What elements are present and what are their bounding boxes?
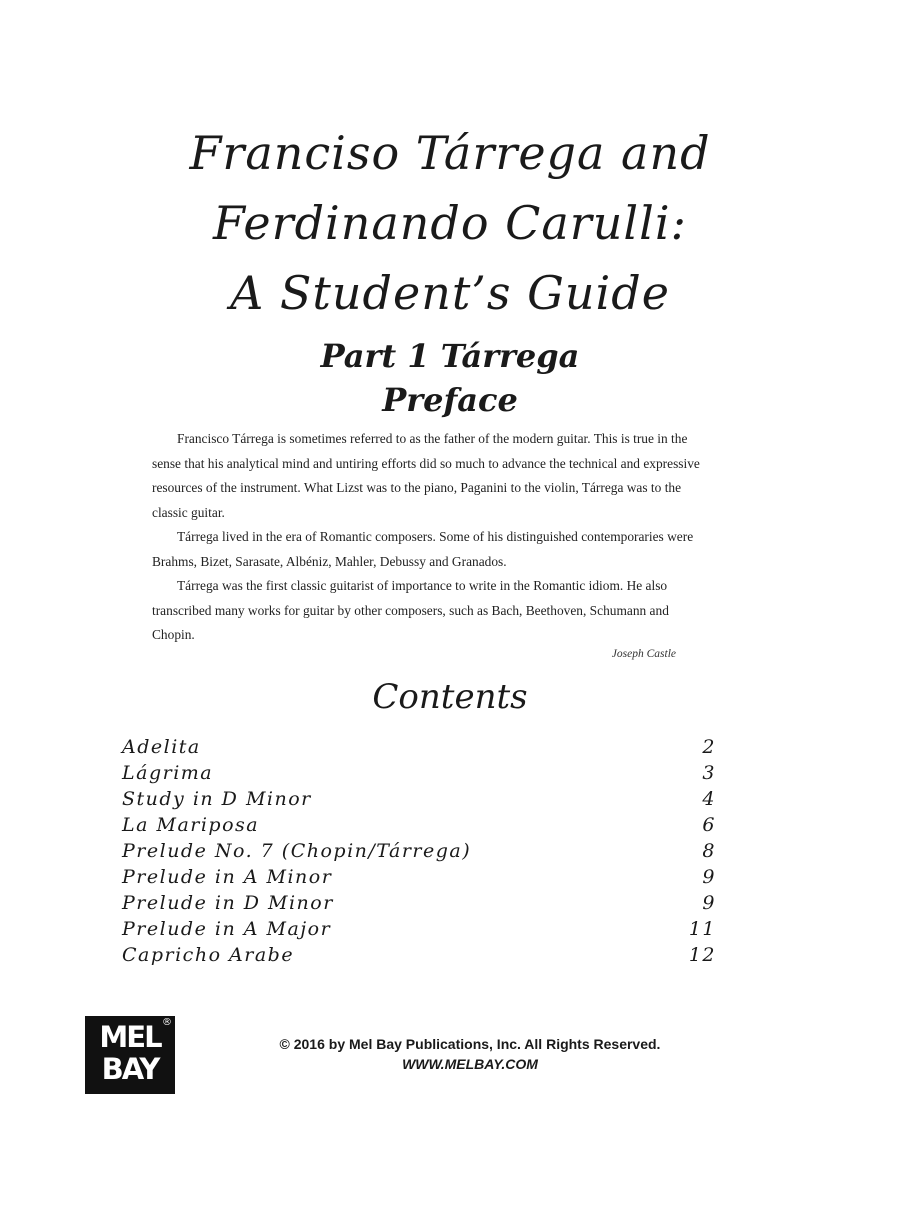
toc-entry-page: 8 — [702, 840, 716, 862]
toc-entry — [122, 864, 716, 890]
toc-entry — [122, 890, 716, 916]
toc-entry-title: Prelude in A Minor — [122, 866, 333, 888]
preface-signature: Joseph Castle — [611, 648, 676, 660]
toc-entry-page: 9 — [702, 892, 716, 914]
preface-text — [152, 427, 712, 648]
preface-paragraph-2: Tárrega lived in the era of Romantic composers. Some of his distinguished contemporaries were Brahms, Bizet, Sarasate, Albéniz, Mahler, Debussy and Granados. — [152, 529, 694, 569]
toc-entry — [122, 942, 716, 968]
title-line-1: Franciso Tárrega and — [189, 126, 711, 180]
logo-text-bay: BAY — [101, 1052, 159, 1086]
toc-entry-page: 9 — [702, 866, 716, 888]
contents-heading: Contents — [372, 677, 528, 717]
toc-entry-title: La Mariposa — [122, 814, 260, 836]
toc-entry-title: Prelude in D Minor — [122, 892, 334, 914]
mel-bay-logo — [85, 1016, 175, 1094]
title-line-3: A Student’s Guide — [230, 266, 670, 320]
table-of-contents — [122, 734, 716, 968]
copyright-notice: © 2016 by Mel Bay Publications, Inc. All Rights Reserved. — [279, 1036, 661, 1052]
footer — [200, 1034, 740, 1074]
logo-text-mel: MEL — [99, 1020, 161, 1054]
toc-entry — [122, 786, 716, 812]
toc-entry-title: Adelita — [122, 736, 201, 758]
toc-entry — [122, 760, 716, 786]
toc-entry-title: Prelude in A Major — [122, 918, 332, 940]
toc-entry — [122, 734, 716, 760]
toc-entry — [122, 812, 716, 838]
toc-entry-page: 2 — [702, 736, 716, 758]
toc-entry-page: 3 — [702, 762, 716, 784]
toc-entry-title: Prelude No. 7 (Chopin/Tárrega) — [122, 840, 472, 862]
website-link[interactable]: WWW.MELBAY.COM — [402, 1056, 538, 1072]
toc-entry — [122, 838, 716, 864]
preface-paragraph-1: Francisco Tárrega is sometimes referred to as the father of the modern guitar. This is true in the sense that his analytical mind and untiring efforts did so much to advance the technical and expressive resources of the instrument. What Lizst was to the piano, Paganini to the violin, Tárrega was to the classic guitar. — [152, 431, 700, 520]
toc-entry-title: Study in D Minor — [122, 788, 312, 810]
toc-entry-page: 4 — [702, 788, 716, 810]
toc-entry-title: Capricho Arabe — [122, 944, 295, 966]
part-heading: Part 1 Tárrega — [320, 337, 580, 375]
toc-entry — [122, 916, 716, 942]
toc-entry-page: 6 — [702, 814, 716, 836]
registered-mark: ® — [162, 1017, 172, 1028]
preface-paragraph-3: Tárrega was the first classic guitarist of importance to write in the Romantic idiom. He also transcribed many works for guitar by other composers, such as Bach, Beethoven, Schumann and Chopin. — [152, 578, 669, 642]
toc-entry-page: 11 — [688, 918, 716, 940]
toc-entry-page: 12 — [688, 944, 716, 966]
toc-entry-title: Lágrima — [122, 762, 214, 784]
preface-heading: Preface — [382, 381, 518, 419]
title-block — [0, 118, 900, 422]
title-line-2: Ferdinando Carulli: — [212, 196, 688, 250]
